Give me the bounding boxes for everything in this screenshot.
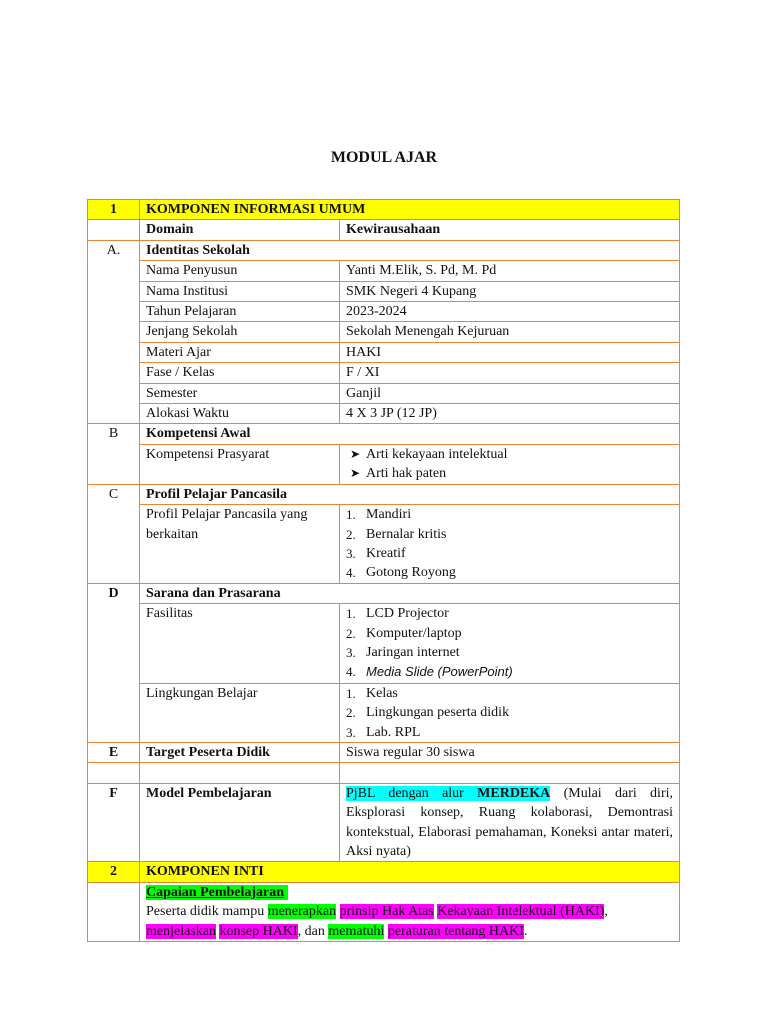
list-text: Lingkungan peserta didik (366, 705, 510, 721)
field-value: Yanti M.Elik, S. Pd, M. Pd (340, 261, 680, 281)
table-row (88, 322, 680, 342)
field-label: Lingkungan Belajar (140, 683, 340, 742)
list-number: 1. (346, 606, 356, 622)
learning-outcomes-row (88, 882, 680, 941)
list-item (346, 723, 673, 742)
table-row (88, 302, 680, 322)
empty-cell (88, 763, 140, 783)
field-value (340, 444, 680, 484)
model-description: (Mulai dari diri, Eksplorasi konsep, Ruang kolaborasi, Demontrasi kontekstual, Elaborasi pemahaman, Koneksi antar materi, Aksi nyata) (346, 785, 673, 859)
empty-cell (88, 882, 140, 941)
learning-outcomes-title (146, 883, 673, 902)
section-a-title: Identitas Sekolah (140, 240, 680, 260)
table-row (88, 404, 680, 424)
section-number: 2 (88, 862, 140, 882)
field-label: Jenjang Sekolah (140, 322, 340, 342)
field-label: Alokasi Waktu (140, 404, 340, 424)
list-item (346, 604, 673, 623)
field-label: Fasilitas (140, 604, 340, 684)
list-text: Gotong Royong (366, 565, 456, 581)
field-label: Nama Institusi (140, 281, 340, 301)
list-text: Mandiri (366, 507, 412, 523)
list-item (346, 624, 673, 643)
table-row (88, 683, 680, 742)
list-number: 2. (346, 526, 356, 542)
highlight-text: menerapkan (267, 904, 337, 920)
section-number: 1 (88, 200, 140, 220)
section-letter: A. (88, 240, 140, 424)
table-row (88, 604, 680, 684)
domain-row (88, 220, 680, 240)
section-c-row (88, 484, 680, 504)
section-title: KOMPONEN INFORMASI UMUM (140, 200, 680, 220)
list-item (346, 662, 673, 682)
environment-list (346, 684, 673, 742)
prerequisite-list (346, 445, 673, 484)
section-c-title: Profil Pelajar Pancasila (140, 484, 680, 504)
field-label: Kompetensi Prasyarat (140, 444, 340, 484)
learning-outcomes-cell (140, 882, 680, 941)
empty-row (88, 763, 680, 783)
highlight-text: menjelaskan (146, 923, 216, 939)
section-b-title: Kompetensi Awal (140, 424, 680, 444)
field-value (340, 683, 680, 742)
section-b-row (88, 424, 680, 444)
field-label: Nama Penyusun (140, 261, 340, 281)
list-item (346, 703, 673, 722)
list-item (346, 643, 673, 662)
field-label (140, 505, 340, 584)
section-a-row (88, 240, 680, 260)
field-label: Tahun Pelajaran (140, 302, 340, 322)
table-row (88, 444, 680, 484)
domain-label: Domain (140, 220, 340, 240)
field-label-line: Profil Pelajar Pancasila yang (146, 507, 308, 523)
list-number: 4. (346, 565, 356, 581)
list-number: 2. (346, 705, 356, 721)
list-text: Media Slide (PowerPoint) (366, 664, 513, 680)
field-value: Siswa regular 30 siswa (340, 742, 680, 762)
list-text: Bernalar kritis (366, 526, 447, 542)
list-item (346, 505, 673, 524)
field-value: SMK Negeri 4 Kupang (340, 281, 680, 301)
domain-value: Kewirausahaan (340, 220, 680, 240)
list-text: Kelas (366, 685, 398, 701)
module-table (87, 199, 680, 942)
field-value: HAKI (340, 342, 680, 362)
table-row (88, 281, 680, 301)
table-row (88, 261, 680, 281)
list-text: Jaringan internet (366, 644, 460, 660)
highlight-text: mematuhi (328, 923, 385, 939)
table-row (88, 383, 680, 403)
list-item: ➤ Arti hak paten (346, 464, 673, 483)
field-value (340, 505, 680, 584)
table-row (88, 363, 680, 383)
section-f-title: Model Pembelajaran (140, 783, 340, 862)
highlight-text: peraturan tentang HAKI (387, 923, 524, 939)
highlight-text: PjBL dengan alur (346, 785, 478, 801)
section-letter: B (88, 424, 140, 484)
section-2-header-row (88, 862, 680, 882)
highlight-text (284, 885, 288, 900)
list-number: 4. (346, 664, 356, 680)
list-text: LCD Projector (366, 606, 449, 622)
list-item (346, 525, 673, 544)
list-item (346, 684, 673, 703)
field-label: Fase / Kelas (140, 363, 340, 383)
highlight-text: MERDEKA (477, 785, 551, 801)
learning-outcomes-paragraph (146, 902, 673, 941)
learning-model-text (340, 783, 680, 862)
document-title: MODUL AJAR (330, 149, 438, 166)
section-1-header-row (88, 200, 680, 220)
list-item (346, 563, 673, 582)
learning-outcomes-heading: Capaian Pembelajaran (146, 884, 285, 900)
section-e-title: Target Peserta Didik (140, 742, 340, 762)
empty-cell (340, 763, 680, 783)
highlight-text: Kekayaan Intelektual (HAKI) (437, 904, 605, 920)
highlight-text: konsep HAKI (219, 923, 298, 939)
list-number: 1. (346, 685, 356, 701)
facility-list (346, 604, 673, 683)
list-number: 2. (346, 625, 356, 641)
outcome-text: , (604, 904, 608, 920)
outcome-text: , dan (297, 923, 329, 939)
empty-cell (140, 763, 340, 783)
table-row (88, 342, 680, 362)
list-item: ➤ Arti kekayaan intelektual (346, 445, 673, 464)
field-label: Semester (140, 383, 340, 403)
section-letter: D (88, 583, 140, 742)
field-value: 2023-2024 (340, 302, 680, 322)
section-e-row (88, 742, 680, 762)
field-value: F / XI (340, 363, 680, 383)
field-value: Ganjil (340, 383, 680, 403)
list-text: Lab. RPL (366, 724, 421, 740)
list-text: Kreatif (366, 545, 406, 561)
section-letter: E (88, 742, 140, 762)
field-value: Sekolah Menengah Kejuruan (340, 322, 680, 342)
list-item (346, 544, 673, 563)
section-letter: F (88, 783, 140, 862)
list-number: 3. (346, 644, 356, 660)
list-text: Komputer/laptop (366, 625, 462, 641)
section-f-row (88, 783, 680, 862)
list-number: 3. (346, 545, 356, 561)
section-letter: C (88, 484, 140, 583)
table-row (88, 505, 680, 584)
outcome-text: . (523, 923, 528, 939)
field-value: 4 X 3 JP (12 JP) (340, 404, 680, 424)
section-title: KOMPONEN INTI (140, 862, 680, 882)
field-label-line: berkaitan (146, 526, 199, 542)
field-label: Materi Ajar (140, 342, 340, 362)
empty-cell (88, 220, 140, 240)
outcome-text: Peserta didik mampu (146, 904, 268, 920)
field-value (340, 604, 680, 684)
list-number: 1. (346, 507, 356, 523)
highlight-text: prinsip Hak Atas (339, 904, 434, 920)
profile-list (346, 505, 673, 583)
list-number: 3. (346, 724, 356, 740)
section-d-row (88, 583, 680, 603)
section-d-title: Sarana dan Prasarana (140, 583, 680, 603)
